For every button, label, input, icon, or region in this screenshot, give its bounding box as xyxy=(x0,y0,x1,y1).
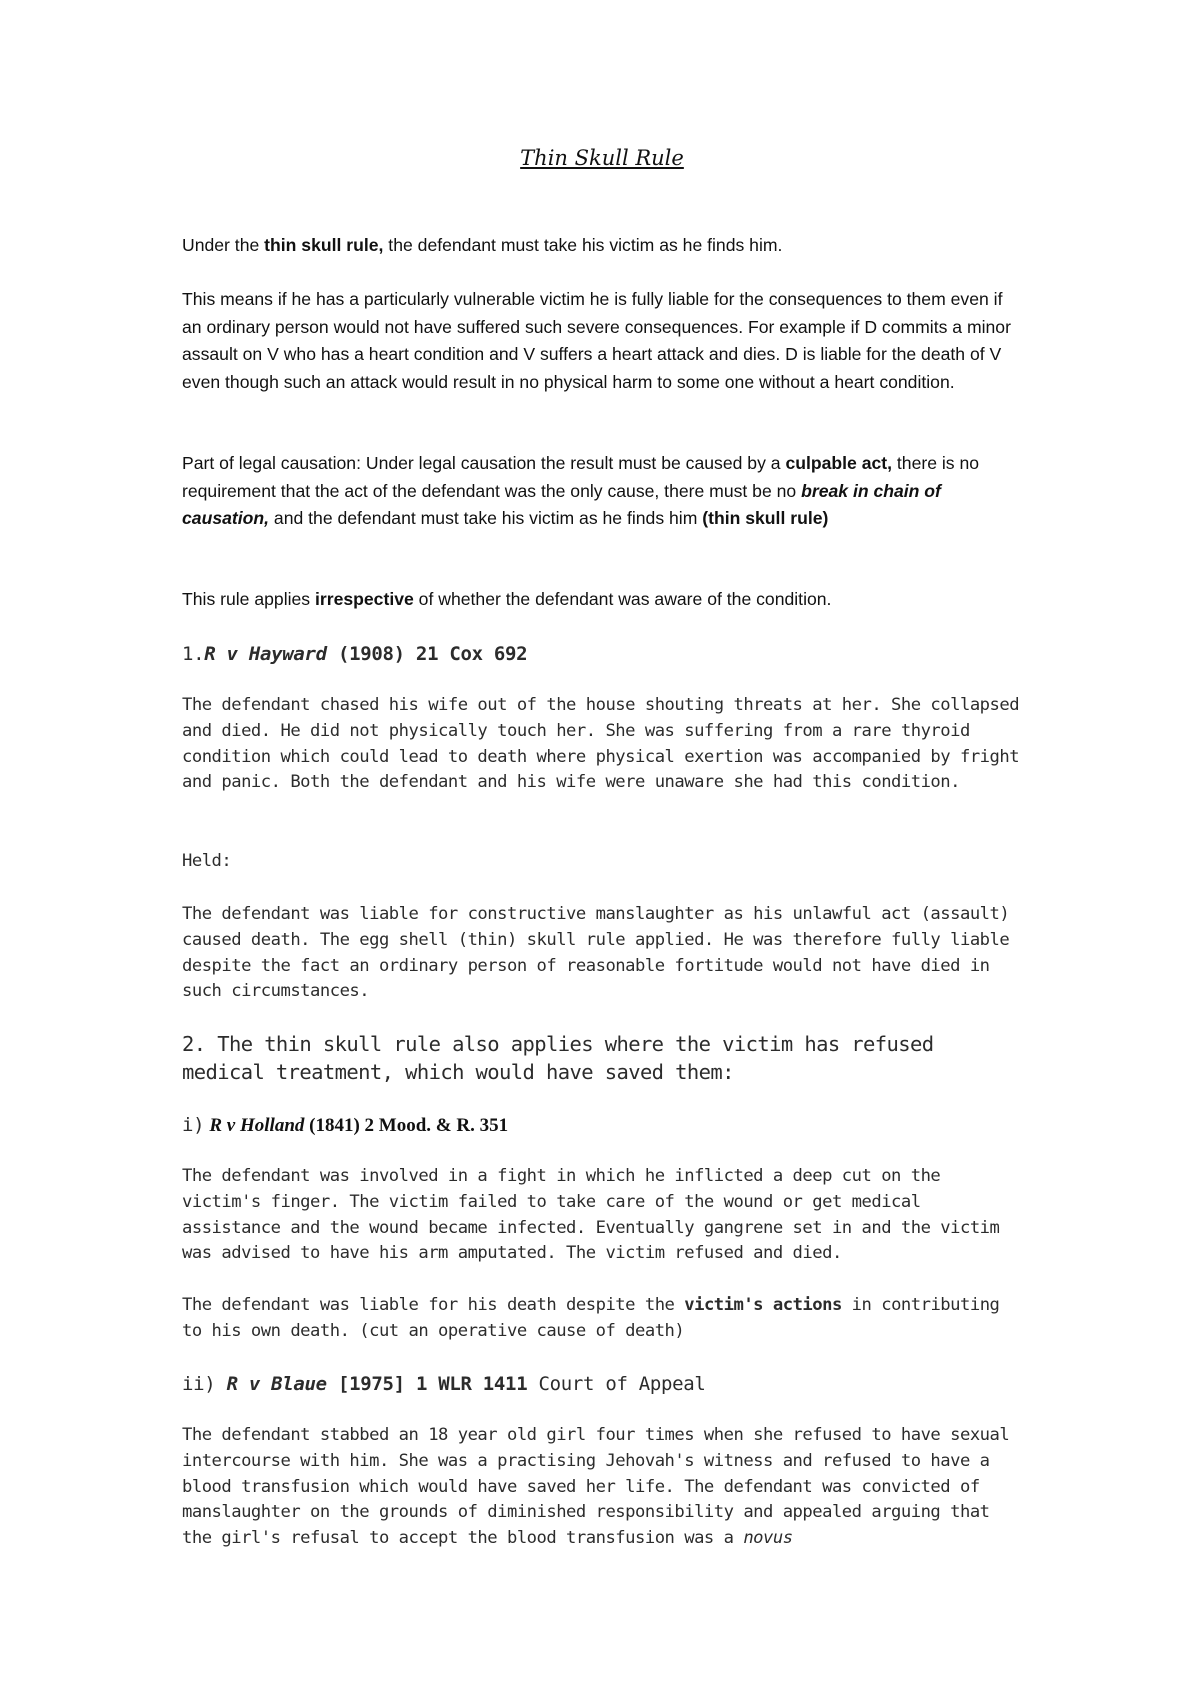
case-ii-facts-text: The defendant stabbed an 18 year old girl four times when she refused to have sexual intercourse with him. She was a practising Jehovah's witness and refused to have a blood transfusion which would have saved her life. The defendant was convicted of manslaughter on the grounds of diminished responsibility and appealed arguing that the girl's refusal to accept the blood transfusion was a xyxy=(182,1425,1010,1549)
legal-causation-text: Part of legal causation: Under legal causation the result must be caused by a xyxy=(182,453,786,473)
novus-italic: novus xyxy=(743,1528,793,1549)
intro-bold: thin skull rule, xyxy=(264,235,384,255)
case-1-number: 1. xyxy=(182,643,205,665)
section-2-heading: 2. The thin skull rule also applies where the victim has refused medical treatment, which would have saved them: xyxy=(182,1032,934,1084)
case-ii-heading xyxy=(182,1370,1022,1398)
case-1-heading xyxy=(182,640,1022,668)
irrespective-bold: irrespective xyxy=(315,589,414,609)
case-ii-citation: [1975] 1 WLR 1411 xyxy=(326,1373,528,1395)
case-i-held-text-end: in contributing to his own death. (cut an operative cause of death) xyxy=(182,1295,1000,1341)
case-ii-numeral: ii) xyxy=(182,1373,216,1395)
legal-causation-text-3: and the defendant must take his victim as he finds him xyxy=(269,508,703,528)
case-1-held: The defendant was liable for constructive manslaughter as his unlawful act (assault) caused death. The egg shell (thin) skull rule applied. He was therefore fully liable despite the fact an ordinary person of reasonable fortitude would not have died in such circumstances. xyxy=(182,904,1010,1002)
case-1-citation: (1908) 21 Cox 692 xyxy=(326,643,528,665)
meaning-paragraph: This means if he has a particularly vulnerable victim he is fully liable for the consequences to them even if an ordinary person would not have suffered such severe consequences. For example if D commits a minor assault on V who has a heart condition and V suffers a heart attack and dies. D is liable for the death of V even though such an attack would result in no physical harm to some one without a heart condition. xyxy=(182,289,1011,392)
case-1-held-label: Held: xyxy=(182,851,232,871)
irrespective-text-end: of whether the defendant was aware of the condition. xyxy=(413,589,832,609)
case-i-facts: The defendant was involved in a fight in which he inflicted a deep cut on the victim's finger. The victim failed to take care of the wound or get medical assistance and the wound became infected. Eventually gangrene set in and the victim was advised to have his arm amputated. The victim refused and died. xyxy=(182,1166,1000,1264)
case-i-held-text: The defendant was liable for his death despite the xyxy=(182,1295,685,1315)
intro-text: Under the xyxy=(182,235,265,255)
thin-skull-rule-bold: (thin skull rule) xyxy=(702,508,829,528)
legal-causation-text-2: there is no requirement that the act of the defendant was the only cause, there must be no xyxy=(182,453,980,501)
case-ii-facts xyxy=(182,1423,1022,1552)
break-chain-bold-italic: break in chain of causation, xyxy=(182,480,941,528)
case-1-facts: The defendant chased his wife out of the house shouting threats at her. She collapsed and died. He did not physically touch her. She was suffering from a rare thyroid condition which could lead to death where physical exertion was accompanied by fright and panic. Both the defendant and his wife were unaware she had this condition. xyxy=(182,695,1020,793)
victims-actions-bold: victim's actions xyxy=(684,1295,842,1315)
legal-causation-paragraph xyxy=(182,450,1022,533)
intro-paragraph xyxy=(182,232,1022,260)
culpable-act-bold: culpable act, xyxy=(785,453,893,473)
intro-text-end: the defendant must take his victim as he finds him. xyxy=(383,235,783,255)
case-1-name: R v Hayward xyxy=(204,643,327,665)
case-i-numeral: i) xyxy=(182,1114,205,1136)
irrespective-paragraph xyxy=(182,586,1022,614)
case-i-citation: (1841) 2 Mood. & R. 351 xyxy=(304,1115,509,1136)
case-ii-court: Court of Appeal xyxy=(527,1373,706,1395)
case-i-heading xyxy=(182,1111,1022,1140)
case-i-name: R v Holland xyxy=(209,1115,305,1136)
irrespective-text: This rule applies xyxy=(182,589,315,609)
case-ii-name: R v Blaue xyxy=(226,1373,327,1395)
page-title: Thin Skull Rule xyxy=(520,146,684,170)
case-i-held xyxy=(182,1293,1022,1345)
